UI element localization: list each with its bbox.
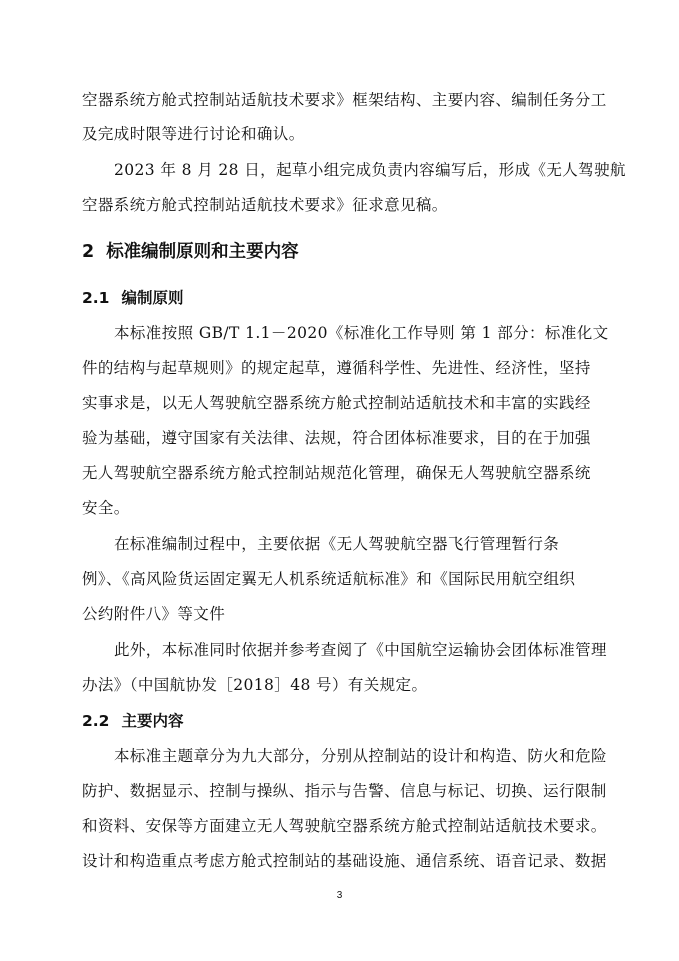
section-heading-2 — [82, 240, 299, 264]
section-number: 2.2 — [82, 712, 110, 730]
section-number: 2.1 — [82, 289, 110, 307]
paragraph-line: 件的结构与起草规则》的规定起草，遵循科学性、先进性、经济性，坚持 — [82, 359, 591, 377]
paragraph-line: 2023 年 8 月 28 日，起草小组完成负责内容编写后，形成《无人驾驶航 — [114, 161, 626, 179]
section-number: 2 — [82, 242, 95, 262]
paragraph-line: 设计和构造重点考虑方舱式控制站的基础设施、通信系统、语音记录、数据 — [82, 852, 607, 870]
section-title: 标准编制原则和主要内容 — [106, 242, 299, 262]
paragraph-line: 空器系统方舱式控制站适航技术要求》征求意见稿。 — [82, 196, 448, 214]
paragraph-line: 在标准编制过程中，主要依据《无人驾驶航空器飞行管理暂行条 — [114, 535, 560, 553]
paragraph-line: 办法》（中国航协发［2018］48 号）有关规定。 — [82, 676, 428, 694]
paragraph-line: 空器系统方舱式控制站适航技术要求》框架结构、主要内容、编制任务分工 — [82, 91, 607, 109]
paragraph-line: 安全。 — [82, 499, 130, 517]
paragraph-line: 公约附件八》等文件 — [82, 605, 226, 623]
paragraph-line: 此外，本标准同时依据并参考查阅了《中国航空运输协会团体标准管理 — [114, 641, 607, 659]
page-number: 3 — [336, 890, 343, 901]
paragraph-line: 和资料、安保等方面建立无人驾驶航空器系统方舱式控制站适航技术要求。 — [82, 817, 607, 835]
section-title: 主要内容 — [121, 712, 184, 730]
section-title: 编制原则 — [121, 289, 184, 307]
paragraph-line: 及完成时限等进行讨论和确认。 — [82, 125, 305, 143]
paragraph-line: 实事求是，以无人驾驶航空器系统方舱式控制站适航技术和丰富的实践经 — [82, 394, 591, 412]
paragraph-line: 本标准主题章分为九大部分，分别从控制站的设计和构造、防火和危险 — [114, 747, 607, 765]
section-heading-2-2 — [82, 710, 183, 732]
paragraph-line: 验为基础，遵守国家有关法律、法规，符合团体标准要求，目的在于加强 — [82, 429, 591, 447]
section-heading-2-1 — [82, 287, 183, 309]
paragraph-line: 例》、《高风险货运固定翼无人机系统适航标准》和《国际民用航空组织 — [82, 570, 576, 588]
paragraph-line: 防护、数据显示、控制与操纵、指示与告警、信息与标记、切换、运行限制 — [82, 782, 607, 800]
paragraph-line: 无人驾驶航空器系统方舱式控制站规范化管理，确保无人驾驶航空器系统 — [82, 464, 591, 482]
paragraph-line: 本标准按照 GB/T 1.1－2020《标准化工作导则 第 1 部分：标准化文 — [114, 324, 609, 342]
